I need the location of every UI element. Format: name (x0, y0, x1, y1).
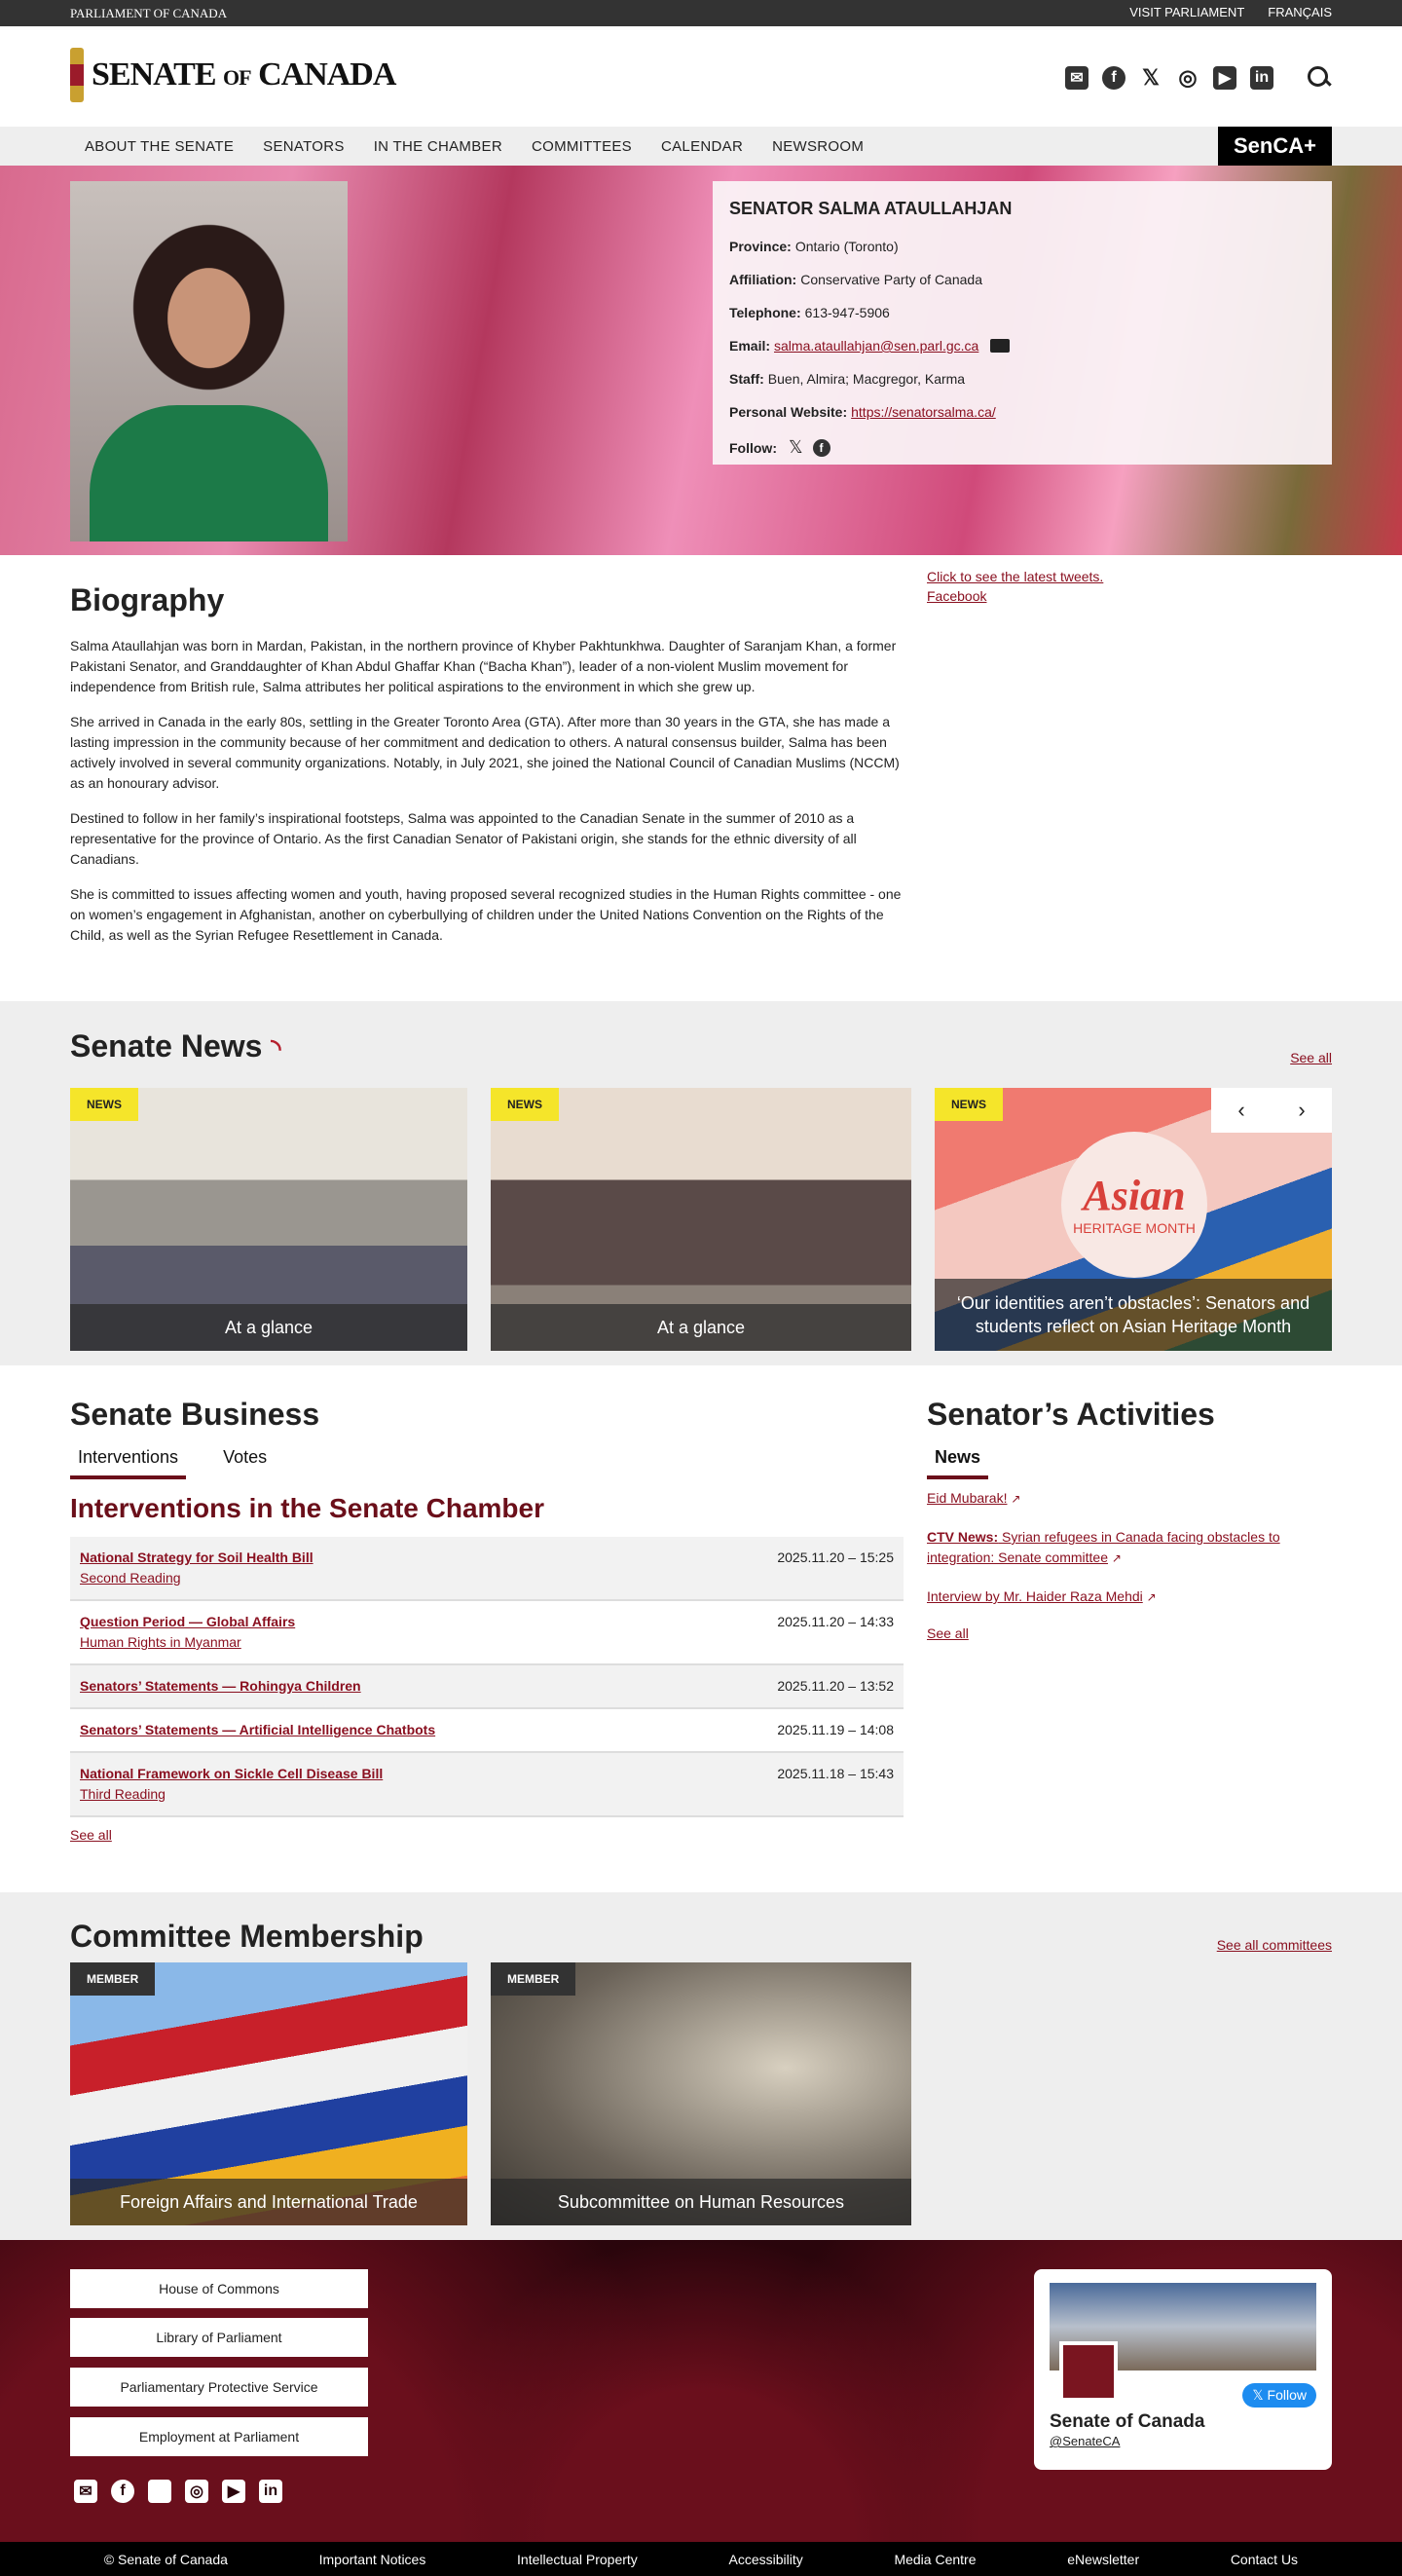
intervention-title-link[interactable]: National Framework on Sickle Cell Disease Bill (80, 1766, 384, 1781)
news-image: Asian HERITAGE MONTH (1061, 1132, 1207, 1278)
top-bar (0, 0, 1402, 26)
tab-votes[interactable]: Votes (223, 1447, 268, 1467)
telephone: 613-947-5906 (804, 305, 890, 320)
intervention-date: 2025.11.20 – 15:25 (777, 1549, 894, 1565)
intervention-date: 2025.11.19 – 14:08 (777, 1722, 894, 1737)
intervention-row (70, 1537, 904, 1601)
label: Province: (729, 239, 792, 254)
intervention-row (70, 1753, 904, 1817)
intervention-sub-link[interactable]: Third Reading (80, 1786, 166, 1802)
label: Personal Website: (729, 404, 848, 420)
news-card[interactable] (935, 1088, 1332, 1351)
logo-text-of: OF (223, 65, 251, 90)
carousel-prev-button[interactable]: ‹ (1211, 1088, 1272, 1133)
logo-text-end: CANADA (258, 56, 396, 93)
interventions-list (70, 1537, 904, 1817)
email-icon[interactable]: ✉ (74, 2480, 97, 2503)
senator-name: SENATOR SALMA ATAULLAHJAN (729, 199, 1013, 218)
committee-caption: Foreign Affairs and International Trade (70, 2179, 467, 2225)
news-card[interactable] (491, 1088, 911, 1351)
news-badge: NEWS (70, 1088, 138, 1121)
interventions-title: Interventions in the Senate Chamber (70, 1493, 544, 1523)
senate-news-title: Senate News ◝ (70, 1028, 281, 1064)
intervention-date: 2025.11.20 – 14:33 (777, 1614, 894, 1629)
member-badge: MEMBER (70, 1962, 155, 1996)
twitter-follow-button[interactable]: 𝕏 Follow (1242, 2383, 1316, 2408)
nav-newsroom[interactable]: NEWSROOM (772, 137, 865, 155)
news-caption: At a glance (491, 1304, 911, 1351)
language-toggle[interactable]: FRANÇAIS (1268, 5, 1332, 19)
x-icon[interactable]: 𝕏 (148, 2480, 171, 2503)
employment-link[interactable]: Employment at Parliament (70, 2417, 368, 2456)
nav-chamber[interactable]: IN THE CHAMBER (373, 137, 502, 155)
label: Affiliation: (729, 272, 797, 287)
senate-business-title: Senate Business (70, 1397, 320, 1432)
accessibility-link[interactable]: Accessibility (728, 2551, 803, 2567)
twitter-avatar (1059, 2341, 1118, 2402)
enewsletter-link[interactable]: eNewsletter (1067, 2551, 1140, 2567)
twitter-widget (1034, 2269, 1332, 2470)
side-links (927, 567, 1103, 606)
main-nav (0, 127, 1402, 166)
external-link-icon: ↗ (1146, 1590, 1157, 1604)
news-badge: NEWS (491, 1088, 559, 1121)
twitter-banner (1050, 2283, 1316, 2371)
external-link-icon: ↗ (1011, 1492, 1021, 1506)
intervention-row (70, 1709, 904, 1753)
committee-section (0, 1892, 1402, 2240)
twitter-name: Senate of Canada (1050, 2411, 1205, 2432)
facebook-icon[interactable]: f (813, 439, 830, 457)
nav-calendar[interactable]: CALENDAR (660, 137, 744, 155)
intervention-row (70, 1601, 904, 1665)
activities-list (927, 1488, 1332, 1641)
activity-link[interactable]: Eid Mubarak! (927, 1490, 1008, 1506)
rss-icon[interactable]: ◝ (271, 1033, 281, 1063)
parliament-link[interactable]: PARLIAMENT OF CANADA (70, 6, 228, 20)
email-icon[interactable]: ✉ (1065, 66, 1088, 90)
member-badge: MEMBER (491, 1962, 575, 1996)
news-caption: ‘Our identities aren’t obstacles’: Senators and students reflect on Asian Heritage Month (935, 1279, 1332, 1351)
intervention-title-link[interactable]: Question Period — Global Affairs (80, 1614, 296, 1629)
news-badge: NEWS (935, 1088, 1003, 1121)
visit-parliament-link[interactable]: VISIT PARLIAMENT (1129, 5, 1245, 19)
activity-link[interactable]: CTV News: Syrian refugees in Canada facing obstacles to integration: Senate committee (927, 1529, 1280, 1565)
carousel-next-button[interactable]: › (1272, 1088, 1332, 1133)
external-link-icon: ↗ (1111, 1551, 1122, 1565)
facebook-icon[interactable]: f (111, 2480, 134, 2503)
footer-bottom-bar (0, 2542, 1402, 2576)
bio-paragraph: She is committed to issues affecting women and youth, having proposed several recognized studies in the Human Rights committee - one on women’s engagement in Afghanistan, another on cyberbullying of children under the United Nations Convention on the Rights of the Child, as well as the Syrian Refugee Resettlement in Canada. (70, 886, 902, 943)
label: Follow: (729, 439, 777, 456)
house-of-commons-link[interactable]: House of Commons (70, 2269, 368, 2308)
linkedin-icon[interactable]: in (259, 2480, 282, 2503)
intervention-sub-link[interactable]: Human Rights in Myanmar (80, 1634, 241, 1650)
mace-icon (70, 48, 84, 102)
label: Telephone: (729, 305, 801, 320)
search-icon[interactable] (1307, 65, 1332, 91)
news-see-all[interactable]: See all (1290, 1050, 1332, 1065)
youtube-icon[interactable]: ▶ (1213, 66, 1236, 90)
logo-text: SENATE (92, 56, 216, 93)
media-centre-link[interactable]: Media Centre (894, 2551, 977, 2567)
site-header (0, 26, 1402, 127)
senator-photo (70, 181, 348, 541)
committee-card[interactable] (70, 1962, 467, 2225)
biography (70, 582, 904, 960)
activity-link[interactable]: Interview by Mr. Haider Raza Mehdi (927, 1588, 1143, 1604)
label: Staff: (729, 371, 764, 387)
twitter-handle[interactable]: @SenateCA (1050, 2434, 1121, 2448)
bio-paragraph: Salma Ataullahjan was born in Mardan, Pakistan, in the northern province of Khyber Pakhtunkhwa. Daughter of Saranjam Khan, a former Pakistani Senator, and Granddaughter of Khan Abdul Ghaffar Khan (“Bacha Khan”), leader of a non-violent Muslim movement for independence from British rule, Salma attributes her political aspirations to the environment in which she grew up. (70, 638, 897, 694)
intellectual-property-link[interactable]: Intellectual Property (517, 2551, 638, 2567)
intervention-title-link[interactable]: National Strategy for Soil Health Bill (80, 1549, 314, 1565)
nav-about[interactable]: ABOUT THE SENATE (85, 137, 235, 155)
committee-caption: Subcommittee on Human Resources (491, 2179, 911, 2225)
intervention-sub-link[interactable]: Second Reading (80, 1570, 181, 1586)
footer (0, 2240, 1402, 2542)
facebook-icon[interactable]: f (1102, 66, 1125, 90)
committee-card[interactable] (491, 1962, 911, 2225)
x-icon[interactable]: 𝕏 (789, 437, 803, 457)
important-notices-link[interactable]: Important Notices (318, 2551, 426, 2567)
social-links (1065, 65, 1332, 91)
x-icon[interactable]: 𝕏 (1142, 65, 1160, 90)
bio-paragraph: She arrived in Canada in the early 80s, settling in the Greater Toronto Area (GTA). After more than 30 years in the GTA, she has made a lasting impression in the community because of her commitment and dedication to others. A natural consensus builder, Salma has been actively involved in several community organizations. Notably, in July 2021, she joined the National Council of Canadian Muslims (NCCM) as an honourary advisor. (70, 714, 900, 791)
tweets-link[interactable]: Click to see the latest tweets. (927, 569, 1104, 584)
copyright: © Senate of Canada (103, 2551, 228, 2567)
staff: Buen, Almira; Macgregor, Karma (767, 371, 966, 387)
biography-title: Biography (70, 582, 225, 617)
label: Email: (729, 338, 771, 354)
news-caption: At a glance (70, 1304, 467, 1351)
youtube-icon[interactable]: ▶ (222, 2480, 245, 2503)
senate-logo[interactable] (70, 48, 395, 102)
tab-interventions[interactable]: Interventions (70, 1447, 186, 1479)
protective-service-link[interactable]: Parliamentary Protective Service (70, 2368, 368, 2407)
intervention-title-link[interactable]: Senators’ Statements — Rohingya Children (80, 1678, 361, 1694)
committee-title: Committee Membership (70, 1919, 424, 1954)
news-card[interactable] (70, 1088, 467, 1351)
intervention-date: 2025.11.18 – 15:43 (777, 1766, 894, 1781)
activities-see-all[interactable]: See all (927, 1625, 969, 1641)
nav-committees[interactable]: COMMITTEES (531, 137, 632, 155)
library-link[interactable]: Library of Parliament (70, 2318, 368, 2357)
linkedin-icon[interactable]: in (1250, 66, 1273, 90)
intervention-date: 2025.11.20 – 13:52 (777, 1678, 894, 1694)
facebook-link[interactable]: Facebook (927, 588, 987, 604)
senator-info-card (713, 181, 1332, 465)
committees-see-all[interactable]: See all committees (1216, 1937, 1332, 1953)
instagram-icon[interactable]: ◎ (185, 2480, 208, 2503)
website-link[interactable]: https://senatorsalma.ca/ (851, 404, 996, 420)
contact-us-link[interactable]: Contact Us (1230, 2551, 1299, 2567)
intervention-title-link[interactable]: Senators’ Statements — Artificial Intelligence Chatbots (80, 1722, 436, 1737)
activities-title: Senator’s Activities (927, 1397, 1215, 1432)
senate-news-section (0, 1001, 1402, 1365)
intervention-row (70, 1665, 904, 1709)
senator-hero (0, 166, 1402, 555)
email-link[interactable]: salma.ataullahjan@sen.parl.gc.ca (774, 338, 979, 354)
affiliation: Conservative Party of Canada (800, 272, 982, 287)
nav-senators[interactable]: SENATORS (263, 137, 345, 155)
bio-paragraph: Destined to follow in her family’s inspirational footsteps, Salma was appointed to the Canadian Senate in the summer of 2010 as a representative for the province of Ontario. As the first Canadian Senator of Pakistani origin, she stands for the ethnic diversity of all Canadians. (70, 810, 857, 867)
senca-button[interactable]: SenCA+ (1218, 127, 1332, 166)
tab-news[interactable]: News (927, 1447, 988, 1479)
vcard-icon[interactable] (990, 339, 1010, 353)
province: Ontario (Toronto) (794, 239, 899, 254)
interventions-see-all[interactable]: See all (70, 1827, 112, 1843)
instagram-icon[interactable]: ◎ (1178, 65, 1198, 90)
